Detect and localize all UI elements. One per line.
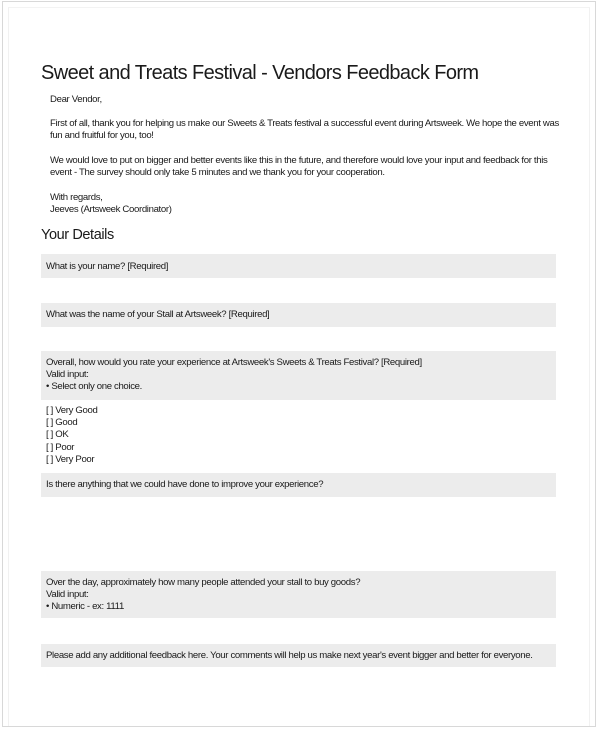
- question-attendance-valid-input-label: Valid input:: [46, 589, 89, 600]
- question-additional-label: Please add any additional feedback here. Your comments will help us make next year's event bigger and better for everyone.: [46, 650, 533, 661]
- option-label: Good: [55, 417, 78, 429]
- option-label: OK: [55, 429, 69, 441]
- rating-option-very-poor[interactable]: [46, 454, 97, 466]
- form-title: Sweet and Treats Festival - Vendors Feedback Form: [41, 62, 479, 84]
- letter-greeting: Dear Vendor,: [50, 94, 102, 105]
- section-title-your-details: Your Details: [41, 227, 114, 243]
- checkbox-icon: [ ]: [46, 417, 53, 429]
- option-label: Very Good: [55, 405, 98, 416]
- rating-option-very-good[interactable]: [46, 405, 97, 417]
- option-label: Poor: [55, 441, 75, 453]
- question-rating-valid-input-rule: • Select only one choice.: [46, 381, 142, 392]
- option-label: Very Poor: [55, 453, 95, 465]
- question-name: [41, 254, 556, 278]
- letter-paragraph-2: We would love to put on bigger and better events like this in the future, and therefore would love your input and feedback for this event - The survey should only take 5 minutes and we thank you for your cooperation.: [50, 155, 548, 179]
- answer-improve-field[interactable]: [41, 498, 556, 570]
- answer-name-field[interactable]: [41, 279, 556, 302]
- question-attendance-valid-input-rule: • Numeric - ex: 1111: [46, 601, 124, 612]
- question-attendance: [41, 571, 556, 618]
- letter-paragraph-1: First of all, thank you for helping us make our Sweets & Treats festival a successful event during Artsweek. We hope the event was fun and fruitful for you, too!: [50, 118, 559, 142]
- rating-option-poor[interactable]: [46, 442, 97, 454]
- rating-option-ok[interactable]: [46, 429, 97, 441]
- answer-stall-field[interactable]: [41, 328, 556, 350]
- question-rating-valid-input-label: Valid input:: [46, 369, 89, 380]
- question-attendance-label: Over the day, approximately how many people attended your stall to buy goods?: [46, 577, 361, 588]
- checkbox-icon: [ ]: [46, 453, 53, 465]
- question-rating-label: Overall, how would you rate your experience at Artsweek's Sweets & Treats Festival? [Required]: [46, 357, 422, 368]
- checkbox-icon: [ ]: [46, 441, 53, 453]
- letter-closing: With regards,: [50, 192, 103, 203]
- question-improve: [41, 473, 556, 497]
- answer-attendance-field[interactable]: [41, 619, 556, 643]
- rating-option-good[interactable]: [46, 417, 97, 429]
- checkbox-icon: [ ]: [46, 429, 53, 441]
- question-name-label: What is your name? [Required]: [46, 261, 169, 272]
- question-rating: [41, 351, 556, 400]
- question-stall-label: What was the name of your Stall at Artsweek? [Required]: [46, 309, 270, 320]
- rating-options: [46, 405, 97, 466]
- answer-additional-field[interactable]: [41, 668, 556, 723]
- question-additional: [41, 644, 556, 667]
- question-improve-label: Is there anything that we could have done to improve your experience?: [46, 479, 324, 490]
- checkbox-icon: [ ]: [46, 405, 53, 416]
- question-stall: [41, 303, 556, 327]
- letter-signature: Jeeves (Artsweek Coordinator): [50, 204, 172, 215]
